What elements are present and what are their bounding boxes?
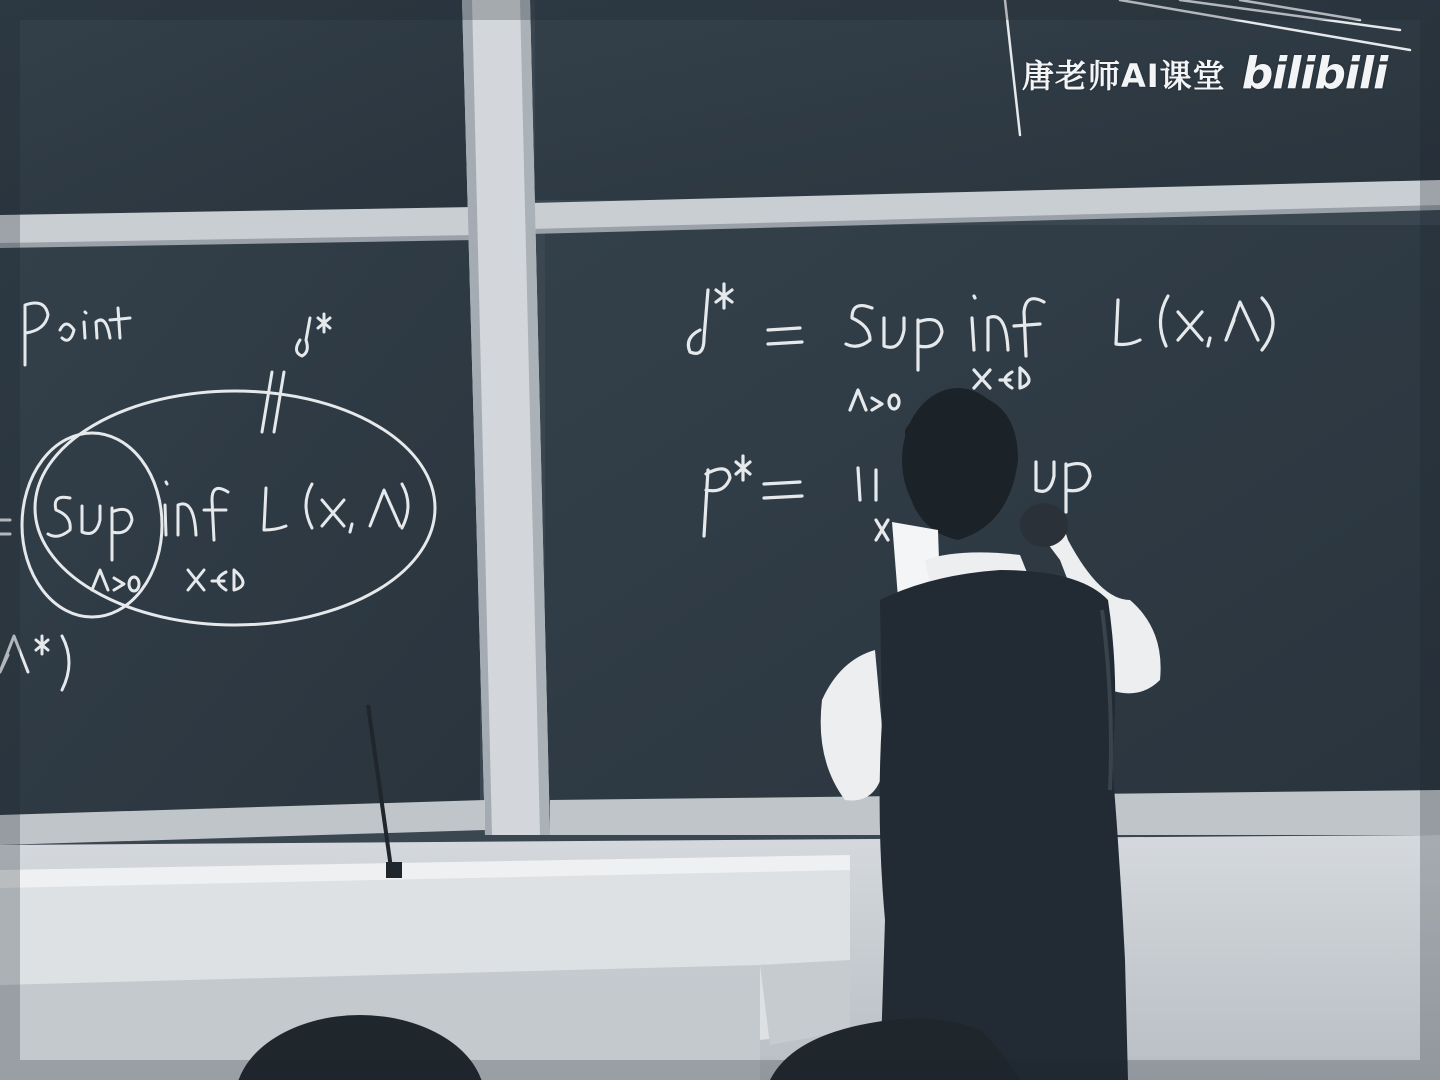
bilibili-logo: bilibili <box>1241 48 1388 99</box>
upper-right-board <box>535 0 1440 200</box>
watermark-channel-text: 唐老师AI课堂 <box>1022 56 1226 95</box>
lower-left-board <box>0 235 480 820</box>
upper-left-board <box>0 0 470 215</box>
